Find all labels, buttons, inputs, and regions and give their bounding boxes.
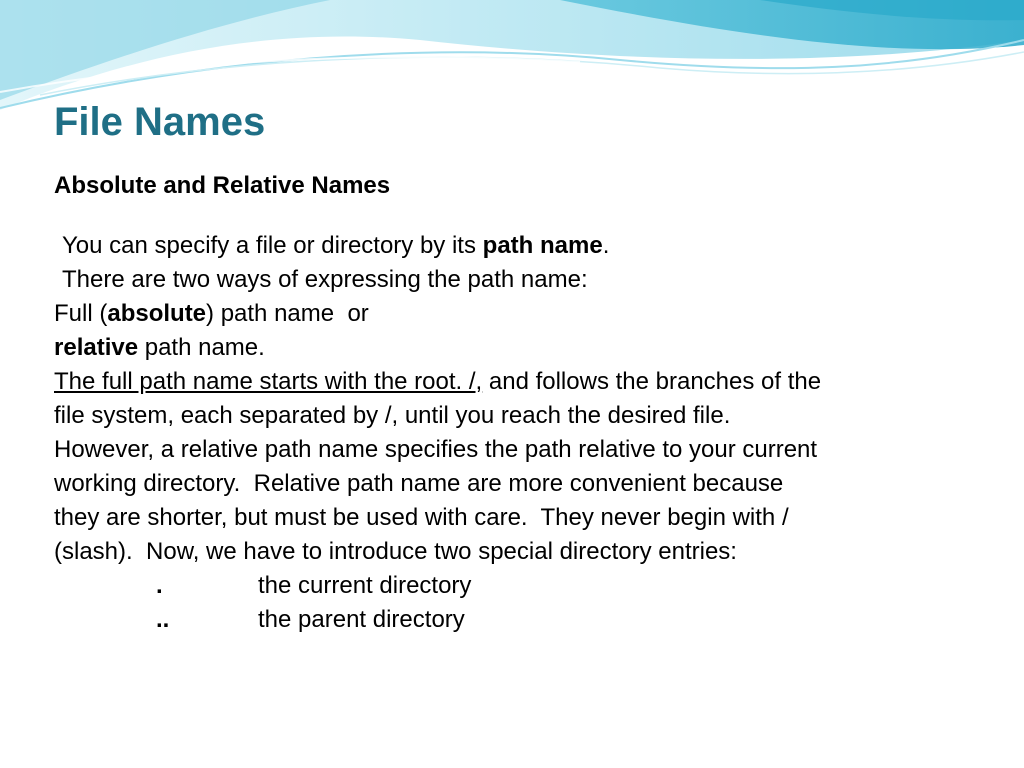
full-path-underlined: The full path name starts with the root. /, <box>54 368 483 395</box>
body-line-10: (slash). Now, we have to introduce two special directory entries: <box>54 538 737 565</box>
directory-entry-parent <box>54 603 984 637</box>
body-line-7: However, a relative path name specifies the path relative to your current <box>54 436 818 463</box>
slide-body <box>54 229 984 637</box>
body-line-3: Full (absolute) path name or <box>54 300 369 327</box>
entry-description: the current directory <box>258 572 472 599</box>
entry-symbol: .. <box>156 606 170 633</box>
absolute-term: absolute <box>107 300 207 327</box>
relative-term: relative <box>54 334 139 361</box>
body-line-6: file system, each separated by /, until you reach the desired file. <box>54 402 731 429</box>
directory-entry-current <box>54 569 984 603</box>
body-line-4: relative path name. <box>54 334 265 361</box>
path-name-term: path name <box>482 232 603 259</box>
body-line-5: The full path name starts with the root. /, and follows the branches of the <box>54 368 822 395</box>
body-line-2: There are two ways of expressing the path name: <box>62 266 588 293</box>
body-line-1: You can specify a file or directory by its path name. <box>62 232 610 259</box>
body-line-9: they are shorter, but must be used with care. They never begin with / <box>54 504 789 531</box>
entry-description: the parent directory <box>258 606 465 633</box>
slide-subtitle: Absolute and Relative Names <box>54 172 391 199</box>
body-line-8: working directory. Relative path name are more convenient because <box>54 470 784 497</box>
entry-symbol: . <box>156 572 163 599</box>
slide-title: File Names <box>54 100 266 144</box>
